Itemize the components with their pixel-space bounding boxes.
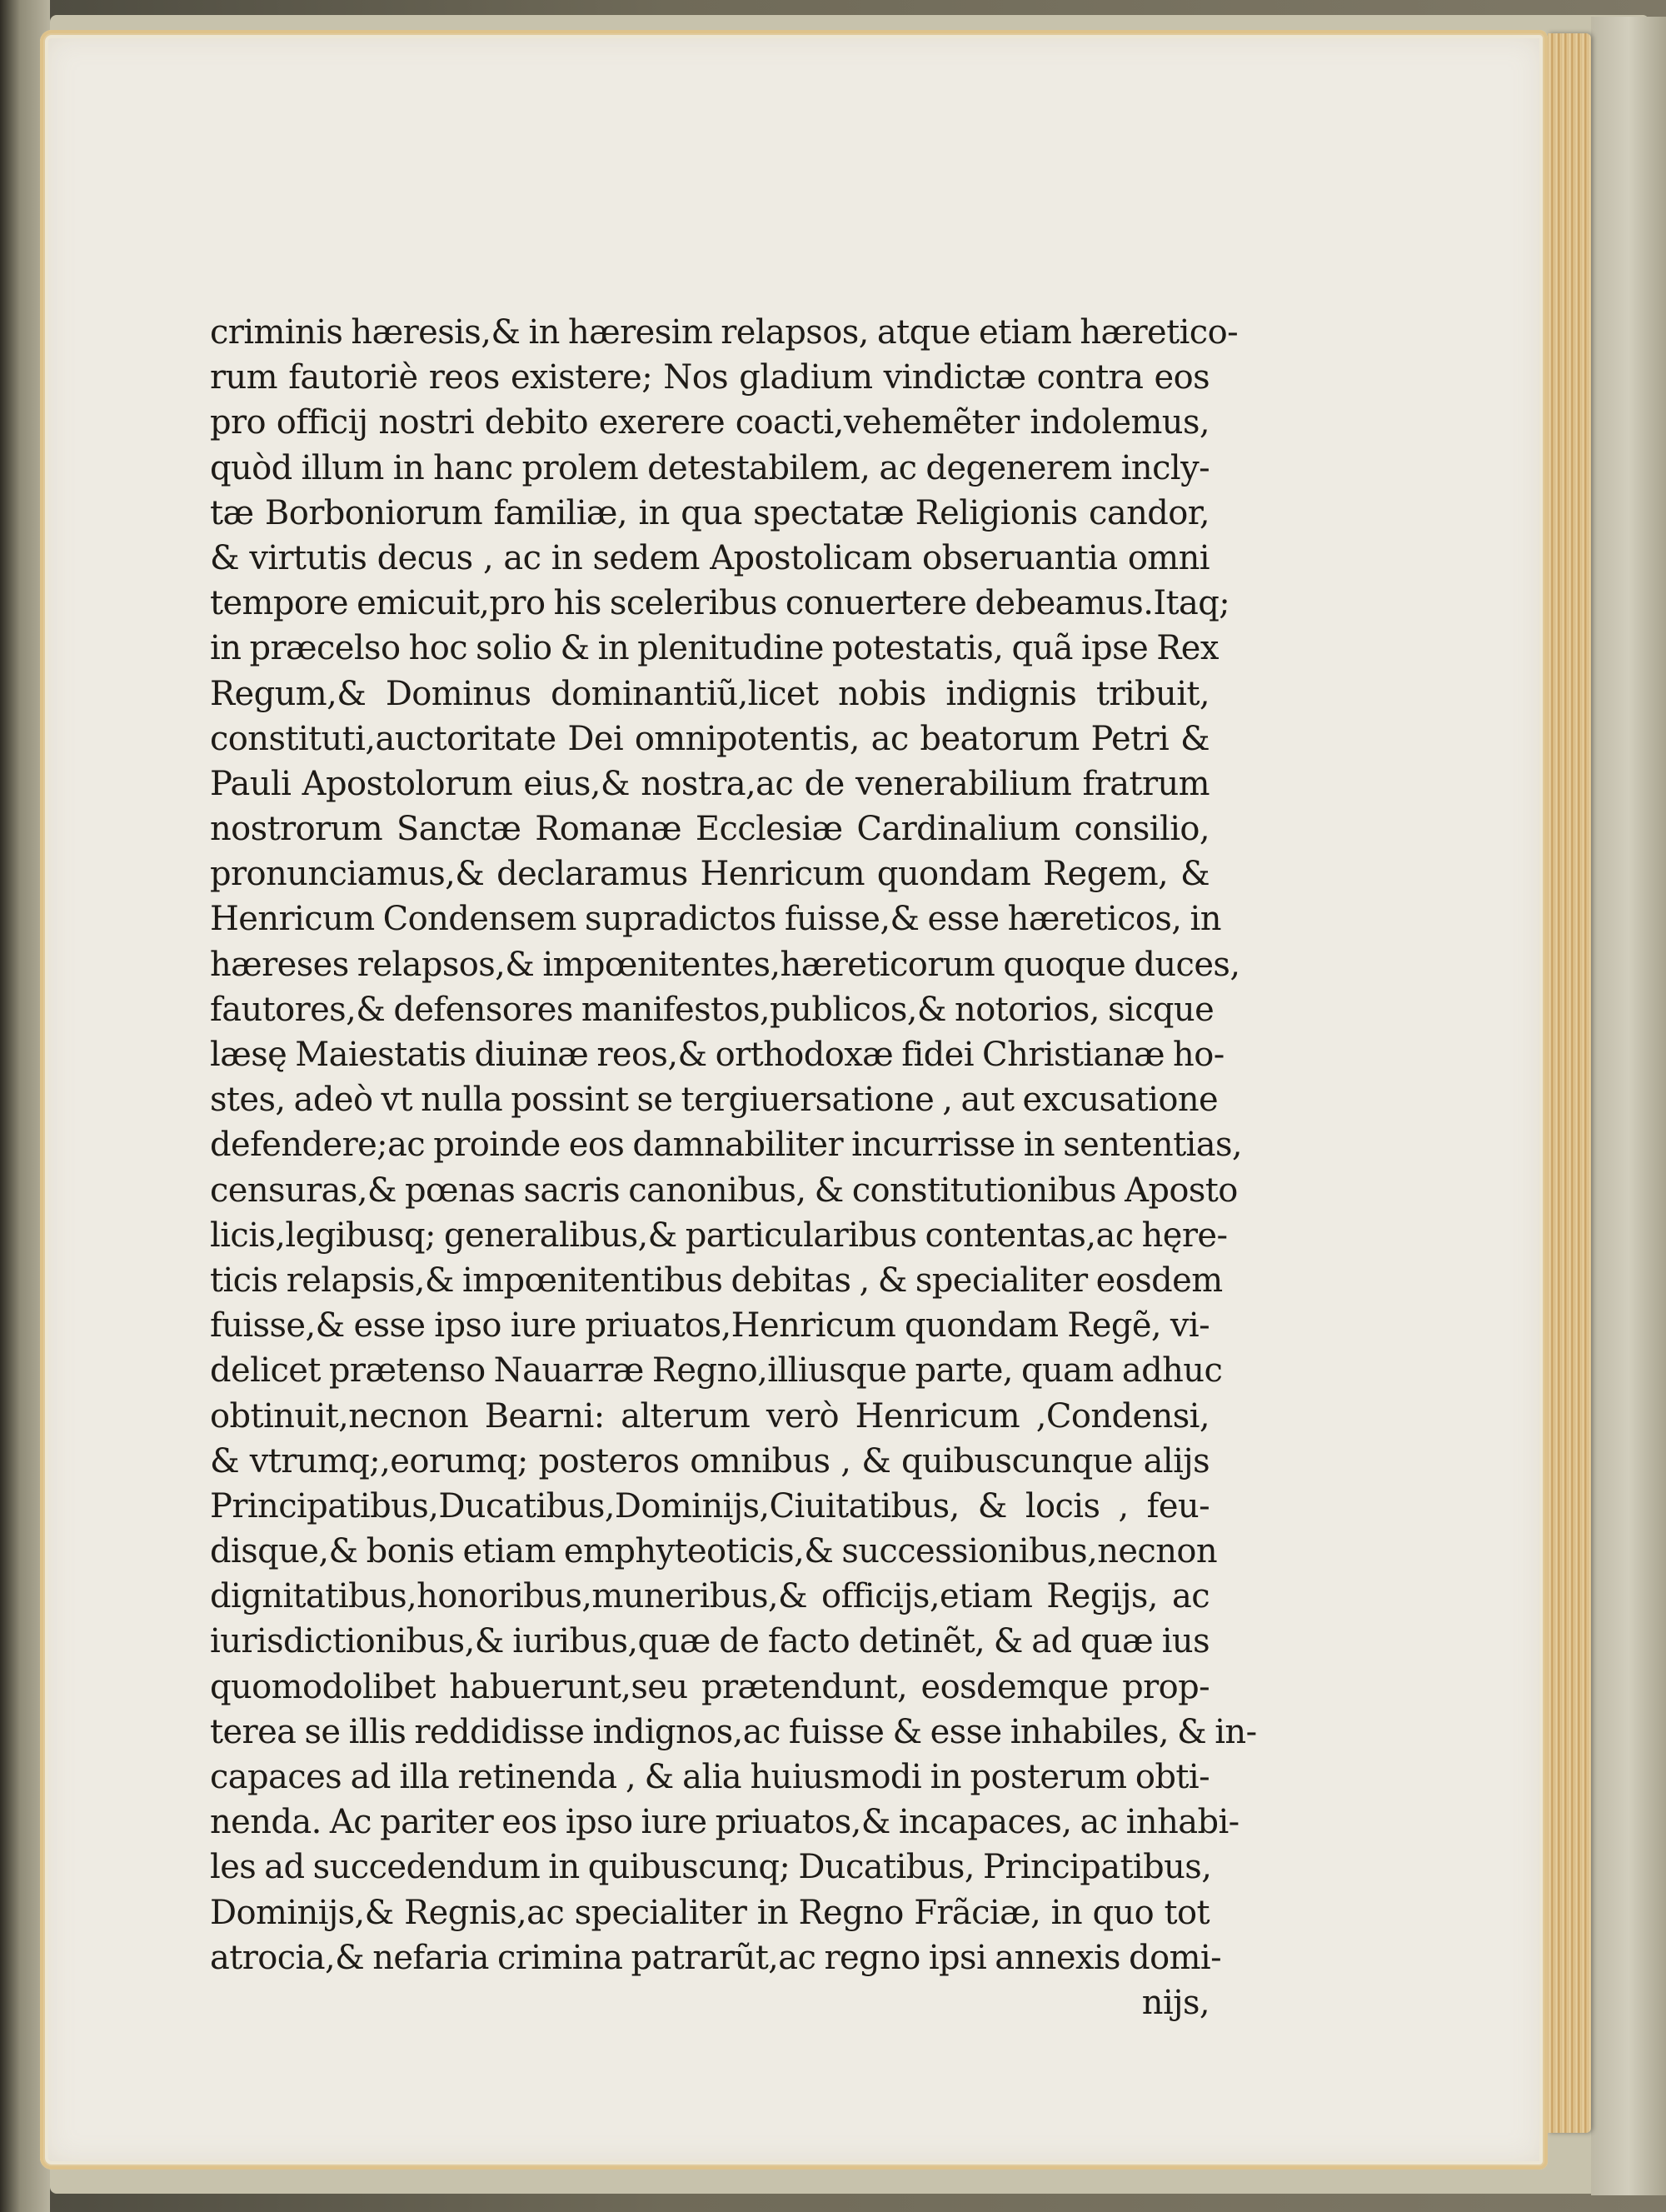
text-line: quomodolibet habuerunt,seu prætendunt, eosdemque prop- <box>210 1667 1210 1706</box>
text-line: terea se illis reddidisse indignos,ac fuisse & esse inhabiles, & in- <box>210 1712 1257 1751</box>
text-line: disque,& bonis etiam emphyteoticis,& successionibus,necnon <box>210 1532 1218 1571</box>
text-line: censuras,& pœnas sacris canonibus, & constitutionibus Aposto <box>210 1171 1238 1210</box>
text-line: tæ Borboniorum familiæ, in qua spectatæ Religionis candor, <box>210 493 1210 532</box>
text-line: Regum,& Dominus dominantiũ,licet nobis indignis tribuit, <box>210 674 1210 713</box>
catchword-line: nijs, <box>1141 1983 1210 2022</box>
text-line: delicet prætenso Nauarræ Regno,illiusque parte, quam adhuc <box>210 1351 1223 1391</box>
text-line: dignitatibus,honoribus,muneribus,& officijs,etiam Regijs, ac <box>210 1577 1210 1616</box>
text-line: iurisdictionibus,& iuribus,quæ de facto detinẽt, & ad quæ ius <box>210 1622 1210 1661</box>
text-line: capaces ad illa retinenda , & alia huiusmodi in posterum obti- <box>210 1758 1210 1796</box>
stacked-page-edges <box>1548 33 1591 2133</box>
text-line: læsę Maiestatis diuinæ reos,& orthodoxæ fidei Christianæ ho- <box>210 1036 1225 1074</box>
text-line: Pauli Apostolorum eius,& nostra,ac de venerabilium fratrum <box>210 764 1210 803</box>
text-line: defendere;ac proinde eos damnabiliter incurrisse in sententias, <box>210 1126 1243 1165</box>
text-line: constituti,auctoritate Dei omnipotentis, ac beatorum Petri & <box>210 719 1210 758</box>
text-line: fautores,& defensores manifestos,publicos,& notorios, sicque <box>210 990 1215 1029</box>
text-line: atrocia,& nefaria crimina patrarũt,ac regno ipsi annexis domi- <box>210 1938 1222 1977</box>
text-line: ticis relapsis,& impœnitentibus debitas , & specialiter eosdem <box>210 1261 1223 1300</box>
text-line: pronunciamus,& declaramus Henricum quondam Regem, & <box>210 855 1210 894</box>
text-line: Principatibus,Ducatibus,Dominijs,Ciuitatibus, & locis , feu- <box>210 1486 1210 1525</box>
text-line: in præcelso hoc solio & in plenitudine potestatis, quã ipse Rex <box>210 629 1219 668</box>
text-line: stes, adeò vt nulla possint se tergiuersatione , aut excusatione <box>210 1081 1219 1120</box>
text-line: licis,legibusq; generalibus,& particularibus contentas,ac hęre- <box>210 1216 1228 1255</box>
book-leaf <box>40 30 1548 2170</box>
text-line: & vtrumq;,eorumq; posteros omnibus , & quibuscunque alijs <box>210 1441 1210 1480</box>
text-line: obtinuit,necnon Bearni: alterum verò Henricum ,Condensi, <box>210 1396 1210 1436</box>
text-line: pro officij nostri debito exerere coacti,vehemẽter indolemus, <box>210 403 1210 442</box>
text-line: fuisse,& esse ipso iure priuatos,Henricum quondam Regẽ, vi- <box>210 1306 1210 1346</box>
text-line: les ad succedendum in quibuscunq; Ducatibus, Principatibus, <box>210 1848 1212 1887</box>
text-line: Henricum Condensem supradictos fuisse,& esse hæreticos, in <box>210 900 1221 939</box>
text-line: tempore emicuit,pro his sceleribus conuertere debeamus.Itaq; <box>210 584 1230 623</box>
text-line: quòd illum in hanc prolem detestabilem, ac degenerem incly- <box>210 448 1210 487</box>
latin-text-block <box>210 310 1257 2025</box>
text-line: Dominijs,& Regnis,ac specialiter in Regno Frãciæ, in quo tot <box>210 1893 1210 1932</box>
text-line: criminis hæresis,& in hæresim relapsos, atque etiam hæretico- <box>210 313 1238 352</box>
text-line: rum fautoriè reos existere; Nos gladium vindictæ contra eos <box>210 358 1210 397</box>
text-line: & virtutis decus , ac in sedem Apostolicam obseruantia omni <box>210 538 1210 577</box>
text-line: nostrorum Sanctæ Romanæ Ecclesiæ Cardinalium consilio, <box>210 810 1210 849</box>
text-line: hæreses relapsos,& impœnitentes,hæreticorum quoque duces, <box>210 945 1240 984</box>
text-line: nenda. Ac pariter eos ipso iure priuatos,& incapaces, ac inhabi- <box>210 1803 1240 1842</box>
vellum-cover-edge <box>1591 17 1666 2195</box>
